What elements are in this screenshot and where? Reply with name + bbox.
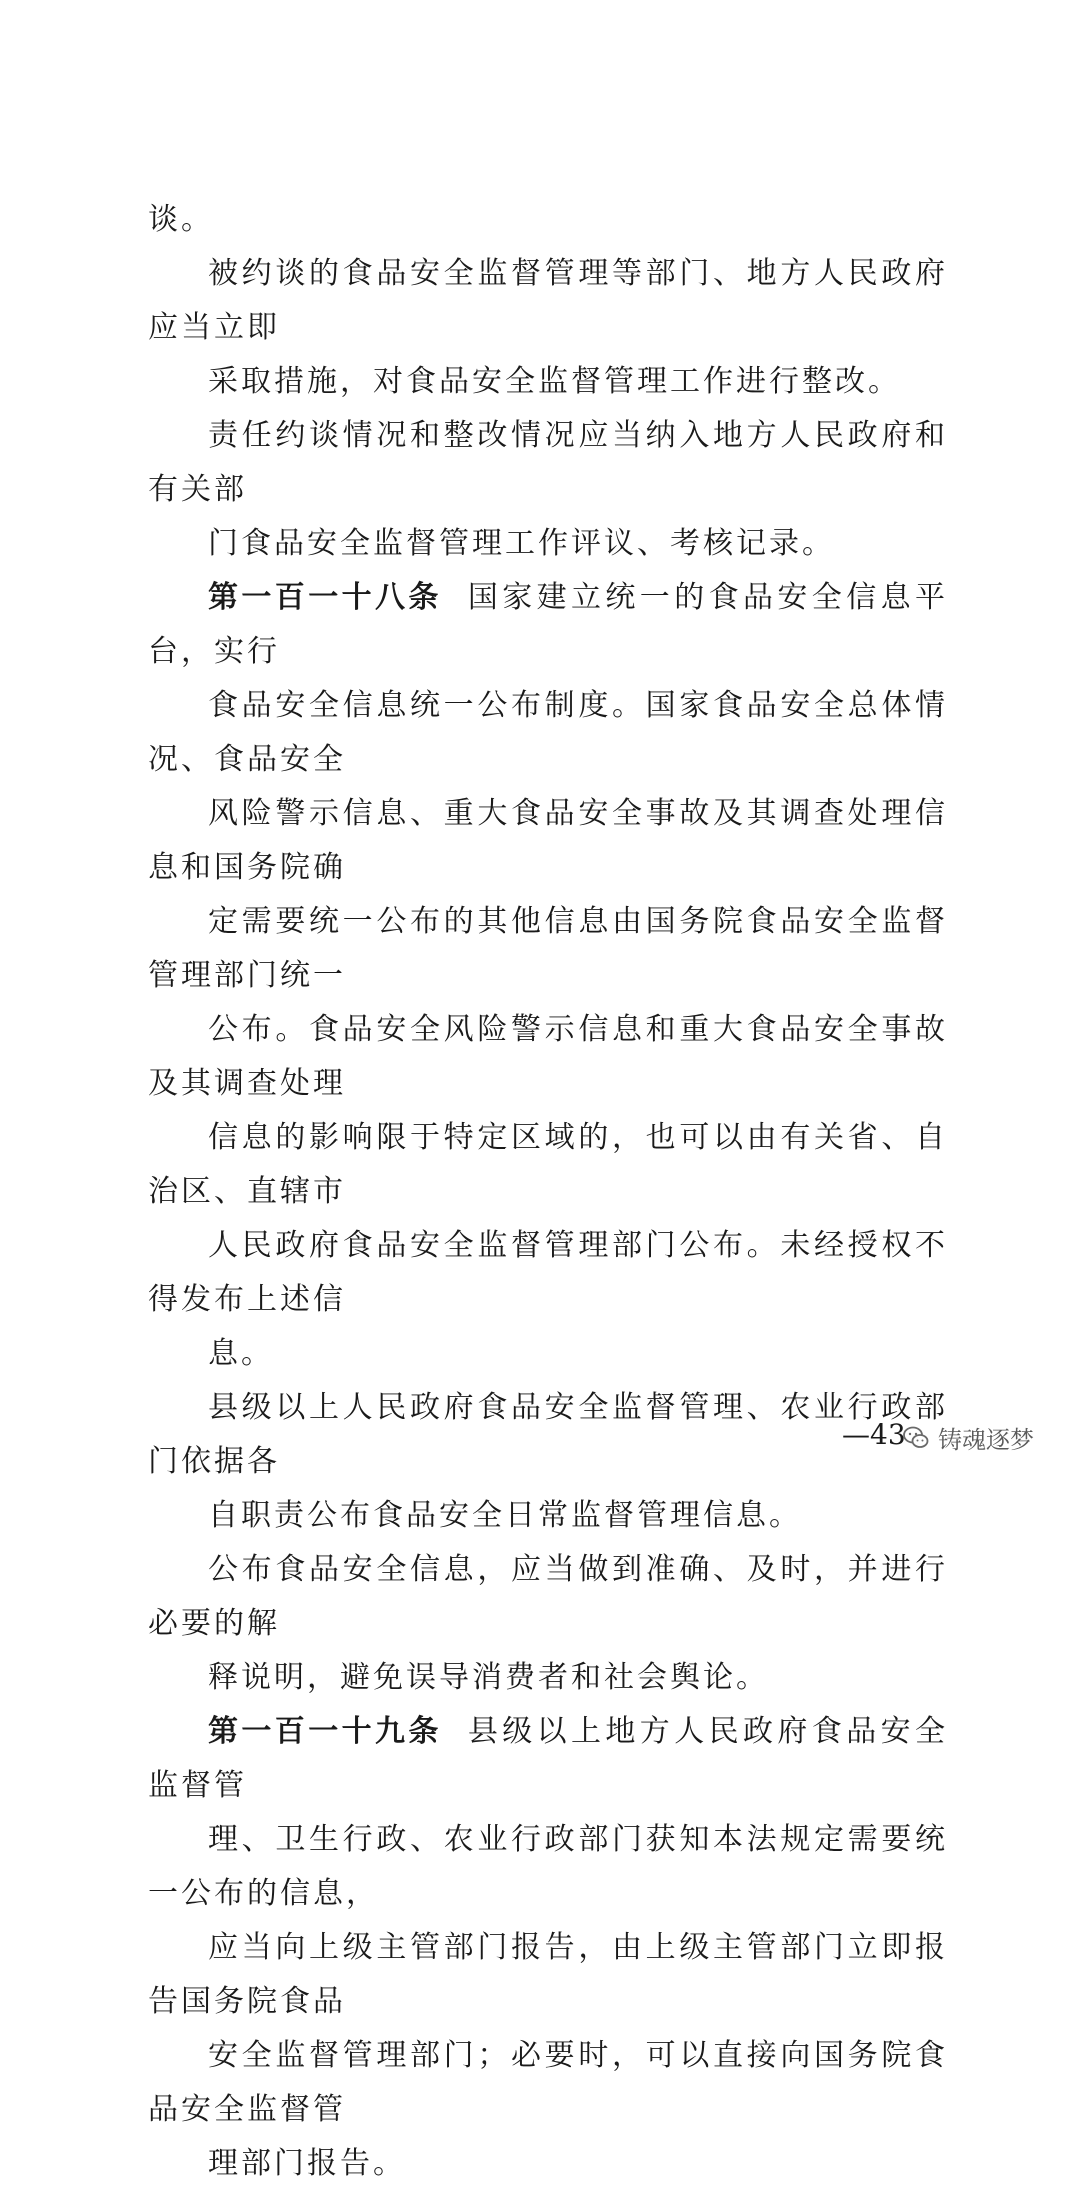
text-line [148,1705,948,1813]
text-line: 食品安全信息统一公布制度。国家食品安全总体情况、食品安全 [148,688,948,777]
text-line: 理部门报告。 [208,2146,406,2181]
text-line [148,571,948,679]
text-line: 定需要统一公布的其他信息由国务院食品安全监督管理部门统一 [148,904,948,993]
text-line: 理、卫生行政、农业行政部门获知本法规定需要统一公布的信息， [148,1822,948,1911]
text-line: 采取措施，对食品安全监督管理工作进行整改。 [208,364,901,399]
article-number: 第一百一十九条 [208,1714,442,1749]
text-line: 门食品安全监督管理工作评议、考核记录。 [208,526,835,561]
text-line: 风险警示信息、重大食品安全事故及其调查处理信息和国务院确 [148,796,948,885]
paragraph [148,1381,948,1543]
article-number: 第一百一十八条 [208,580,442,615]
text-line: 息。 [208,1336,274,1371]
article-paragraph [148,571,948,1381]
paragraph [148,193,948,247]
paragraph [148,1543,948,1705]
document-body [148,193,948,2191]
text-line: 责任约谈情况和整改情况应当纳入地方人民政府和有关部 [148,418,948,507]
text-line: 谈。 [148,202,214,237]
text-line: 被约谈的食品安全监督管理等部门、地方人民政府应当立即 [148,256,948,345]
text-line: 公布食品安全信息，应当做到准确、及时，并进行必要的解 [148,1552,948,1641]
text-line-content: 国家建立统一的食品安全信息平台，实行 [148,580,949,669]
watermark [902,1420,1034,1455]
page-number: —43 [842,1418,906,1451]
text-line: 释说明，避免误导消费者和社会舆论。 [208,1660,769,1695]
text-line: 信息的影响限于特定区域的，也可以由有关省、自治区、直辖市 [148,1120,948,1209]
wechat-icon [902,1424,930,1452]
article-paragraph [148,1705,948,2191]
text-line: 县级以上人民政府食品安全监督管理、农业行政部门依据各 [148,1390,948,1479]
text-line: 人民政府食品安全监督管理部门公布。未经授权不得发布上述信 [148,1228,948,1317]
text-line: 应当向上级主管部门报告，由上级主管部门立即报告国务院食品 [148,1930,948,2019]
paragraph [148,247,948,409]
text-line: 公布。食品安全风险警示信息和重大食品安全事故及其调查处理 [148,1012,948,1101]
text-line: 安全监督管理部门；必要时，可以直接向国务院食品安全监督管 [148,2038,948,2127]
watermark-text: 铸魂逐梦 [938,1426,1034,1454]
text-line-content: 县级以上地方人民政府食品安全监督管 [148,1714,949,1803]
paragraph [148,409,948,571]
text-line: 自职责公布食品安全日常监督管理信息。 [208,1498,802,1533]
